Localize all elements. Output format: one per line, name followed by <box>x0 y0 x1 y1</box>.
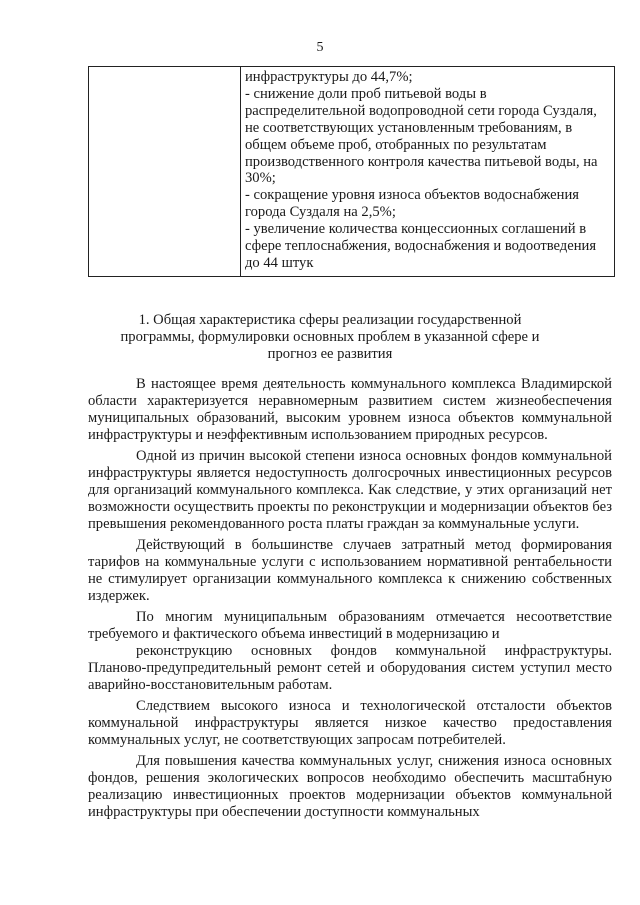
table-line: производственного контроля качества питьевой воды, на <box>245 153 598 170</box>
section-heading: 1. Общая характеристика сферы реализации государственной программы, формулировки основных проблем в указанной сфере и прогноз ее развития <box>120 312 540 362</box>
page-number: 5 <box>316 40 324 55</box>
table-line: не соответствующих установленным требованиям, в <box>245 119 573 136</box>
table-line: - увеличение количества концессионных соглашений в <box>245 221 587 238</box>
table-line: 30%; <box>245 170 276 187</box>
table-line: сфере теплоснабжения, водоснабжения и водоотведения <box>245 238 597 255</box>
table-line: - сокращение уровня износа объектов водоснабжения <box>245 187 579 204</box>
table-line: общем объеме проб, отобранных по результатам <box>245 136 547 153</box>
paragraph: Одной из причин высокой степени износа основных фондов коммунальной инфраструктуры является недоступность долгосрочных инвестиционных ресурсов для организаций коммунального комплекса. Как следствие, у этих организаций нет возможности осуществить проекты по реконструкции и модернизации объектов без превышения рекомендованного роста платы граждан за коммунальные услуги. <box>88 448 612 532</box>
table-line: распределительной водопроводной сети города Суздаля, <box>245 102 597 119</box>
continuation-table <box>88 66 615 277</box>
table-line: города Суздаля на 2,5%; <box>245 204 396 221</box>
table-left-cell <box>89 67 241 276</box>
paragraph: Следствием высокого износа и технологической отсталости объектов коммунальной инфраструктуры является низкое качество предоставления коммунальных услуг, не соответствующих запросам потребителей. <box>88 698 612 748</box>
table-line: инфраструктуры до 44,7%; <box>245 69 413 85</box>
paragraph: В настоящее время деятельность коммунального комплекса Владимирской области характеризуется неравномерным развитием систем жизнеобеспечения муниципальных образований, высоким уровнем износа объектов коммунальной инфраструктуры и неэффективным использованием природных ресурсов. <box>88 376 612 443</box>
paragraph: Действующий в большинстве случаев затратный метод формирования тарифов на коммунальные услуги с использованием нормативной рентабельности не стимулирует организации коммунального комплекса к снижению собственных издержек. <box>88 537 612 604</box>
paragraph: реконструкцию основных фондов коммунальной инфраструктуры. Планово-предупредительный ремонт сетей и оборудования систем уступил место аварийно-восстановительным работам. <box>88 643 612 693</box>
table-line: до 44 штук <box>245 254 314 271</box>
paragraph: Для повышения качества коммунальных услуг, снижения износа основных фондов, решения экологических вопросов необходимо обеспечить масштабную реализацию инвестиционных проектов модернизации объектов коммунальной инфраструктуры при обеспечении доступности коммунальных <box>88 753 612 820</box>
body-text <box>88 376 612 825</box>
table-line: - снижение доли проб питьевой воды в <box>245 85 487 102</box>
paragraph: По многим муниципальным образованиям отмечается несоответствие требуемого и фактического объема инвестиций в модернизацию и <box>88 609 612 642</box>
table-right-cell <box>241 67 614 276</box>
